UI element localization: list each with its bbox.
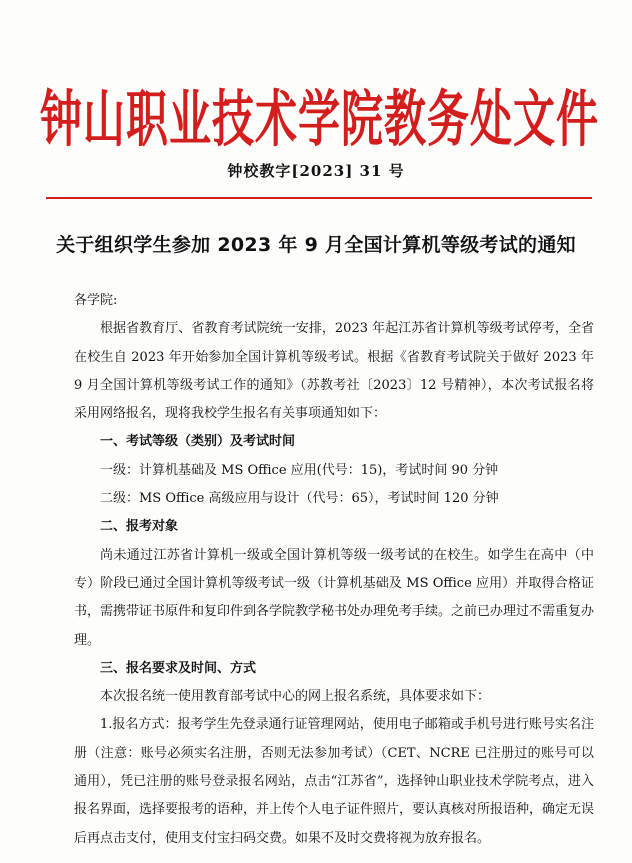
document-body [74, 287, 594, 853]
exam-level-two: 二级：MS Office 高级应用与设计（代号：65），考试时间 120 分钟 [100, 491, 499, 507]
agency-title: 钟山职业技术学院教务处文件 [40, 83, 600, 155]
registration-method-paragraph: 1.报名方式：报考学生先登录通行证管理网站，使用电子邮箱或手机号进行账号实名注册（注意：账号必须实名注册，否则无法参加考试）（CET、NCRE 已注册过的账号可以通用），凭已注册的账号登录报名网站，点击“江苏省”，选择钟山职业技术学院考点，进入报名界面，选择要报考的语种，并上传个人电子证件照片，要认真核对所报语种，确定无误后再点击支付，使用支付宝扫码交费。如果不及时交费将视为放弃报名。 [74, 717, 595, 846]
section-heading-exam-levels: 一、考试等级（类别）及考试时间 [100, 434, 296, 450]
document-number: 钟校教字[2023] 31 号 [227, 162, 405, 180]
exam-level-one: 一级：计算机基础及 MS Office 应用(代号：15)，考试时间 90 分钟 [100, 462, 499, 478]
section-heading-registration: 三、报名要求及时间、方式 [100, 660, 257, 676]
notice-title: 关于组织学生参加 2023 年 9 月全国计算机等级考试的通知 [56, 234, 576, 256]
section-heading-eligibility: 二、报考对象 [100, 519, 179, 535]
salutation: 各学院: [74, 293, 118, 308]
registration-intro: 本次报名统一使用教育部考试中心的网上报名系统，具体要求如下： [100, 689, 491, 705]
red-divider-line [46, 197, 592, 199]
eligibility-paragraph: 尚未通过江苏省计算机一级或全国计算机等级一级考试的在校生。如学生在高中（中专）阶段已通过全国计算机等级考试一级（计算机基础及 MS Office 应用）并取得合格证书，需携带证书原件和复印件到各学院教学秘书处办理免考手续。之前已办理过不需重复办理。 [74, 547, 595, 648]
intro-paragraph: 根据省教育厅、省教育考试院统一安排，2023 年起江苏省计算机等级考试停考，全省在校生自 2023 年开始参加全国计算机等级考试。根据《省教育考试院关于做好 2023 年 9 月全国计算机等级考试工作的通知》（苏教考社〔2023〕12 号精神），本次考试报名将采用网络报名，现将我校学生报名有关事项通知如下： [74, 321, 594, 422]
